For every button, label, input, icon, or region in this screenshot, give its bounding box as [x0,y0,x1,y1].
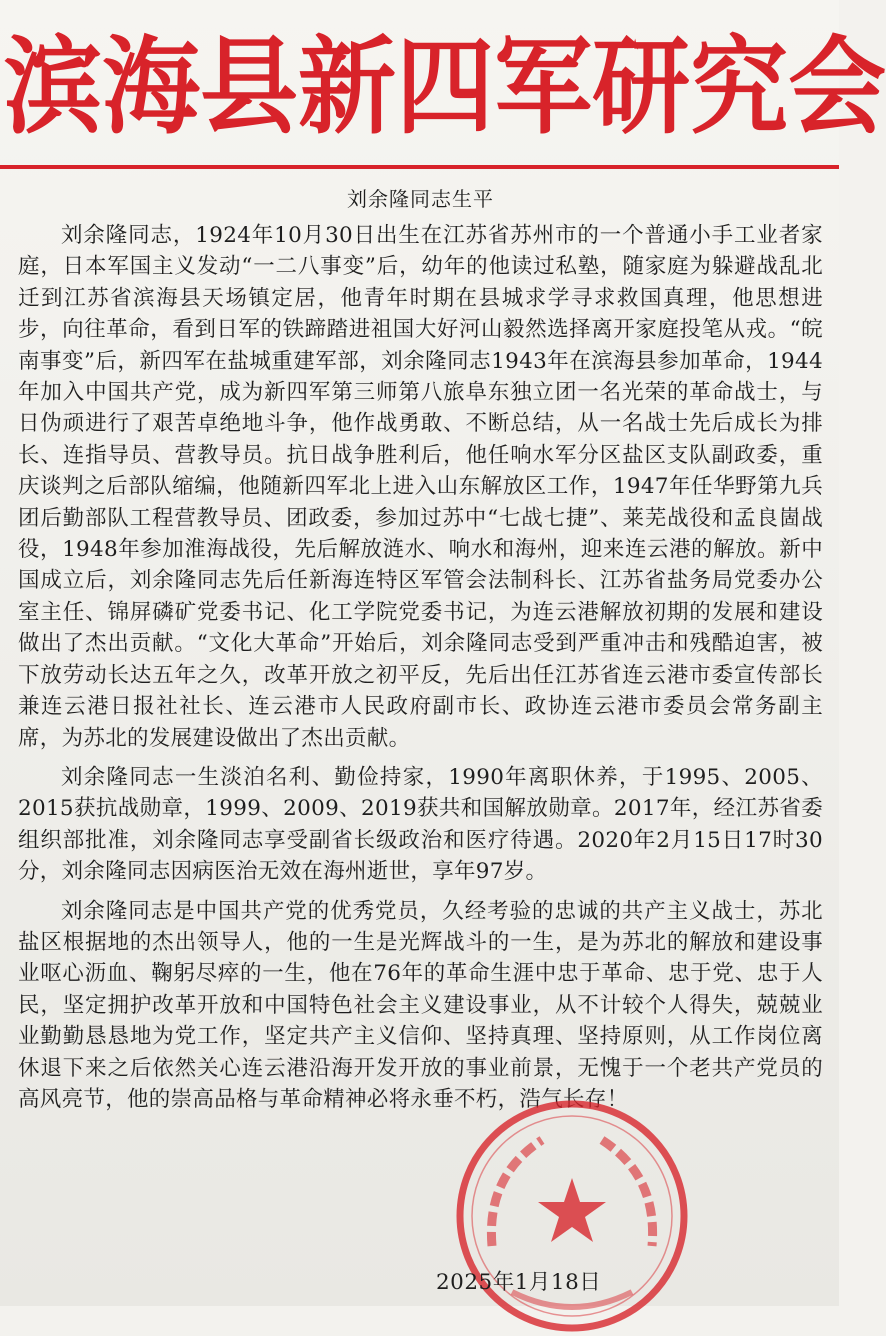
document-title: 刘余隆同志生平 [347,187,494,211]
letterhead-char: 研 [592,25,691,150]
official-seal-icon [452,1096,692,1336]
letterhead-rule [0,165,839,169]
document-body [18,186,823,1115]
paragraph-biography: 刘余隆同志，1924年10月30日出生在江苏省苏州市的一个普通小手工业者家庭，日本军国主义发动“一二八事变”后，幼年的他读过私塾，随家庭为躲避战乱北迁到江苏省滨海县天场镇定居，他青年时期在县城求学寻求救国真理，他思想进步，向往革命，看到日军的铁蹄踏进祖国大好河山毅然选择离开家庭投笔从戎。“皖南事变”后，新四军在盐城重建军部，刘余隆同志1943年在滨海县参加革命，1944年加入中国共产党，成为新四军第三师第八旅阜东独立团一名光荣的革命战士，与日伪顽进行了艰苦卓绝地斗争，他作战勇敢、不断总结，从一名战士先后成长为排长、连指导员、营教导员。抗日战争胜利后，他任响水军分区盐区支队副政委，重庆谈判之后部队缩编，他随新四军北上进入山东解放区工作，1947年任华野第九兵团后勤部队工程营教导员、团政委，参加过苏中“七战七捷”、莱芜战役和孟良崮战役，1948年参加淮海战役，先后解放涟水、响水和海州，迎来连云港的解放。新中国成立后，刘余隆同志先后任新海连特区军管会法制科长、江苏省盐务局党委办公室主任、锦屏磷矿党委书记、化工学院党委书记，为连云港解放初期的发展和建设做出了杰出贡献。“文化大革命”开始后，刘余隆同志受到严重冲击和残酷迫害，被下放劳动长达五年之久，改革开放之初平反，先后出任江苏省连云港市委宣传部长兼连云港日报社社长、连云港市人民政府副市长、政协连云港市委员会常务副主席，为苏北的发展建设做出了杰出贡献。 [18,223,823,751]
letterhead-char: 滨 [4,25,103,150]
letterhead-char: 县 [200,25,299,150]
letterhead-char: 四 [396,25,495,150]
letterhead-char: 军 [494,25,593,150]
paragraph-tribute: 刘余隆同志是中国共产党的优秀党员，久经考验的忠诚的共产主义战士，苏北盐区根据地的杰出领导人，他的一生是光辉战斗的一生，是为苏北的解放和建设事业呕心沥血、鞠躬尽瘁的一生，他在76年的革命生涯中忠于革命、忠于党、忠于人民，坚定拥护改革开放和中国特色社会主义建设事业，从不计较个人得失，兢兢业业勤勤恳恳地为党工作，坚定共产主义信仰、坚持真理、坚持原则，从工作岗位离休退下来之后依然关心连云港沿海开发开放的事业前景，无愧于一个老共产党员的高风亮节，他的崇高品格与革命精神必将永垂不朽，浩气长存！ [18,898,823,1112]
document-date: 2025年1月18日 [436,1270,602,1295]
letterhead-char: 究 [690,25,789,150]
letterhead-char: 海 [102,25,201,150]
letterhead [0,14,886,162]
letterhead-char: 会 [788,25,886,150]
letterhead-char: 新 [298,25,397,150]
paragraph-honors: 刘余隆同志一生淡泊名利、勤俭持家，1990年离职休养，于1995、2005、2015获抗战勋章，1999、2009、2019获共和国解放勋章。2017年，经江苏省委组织部批准，刘余隆同志享受副省长级政治和医疗待遇。2020年2月15日17时30分，刘余隆同志因病医治无效在海州逝世，享年97岁。 [18,764,823,885]
